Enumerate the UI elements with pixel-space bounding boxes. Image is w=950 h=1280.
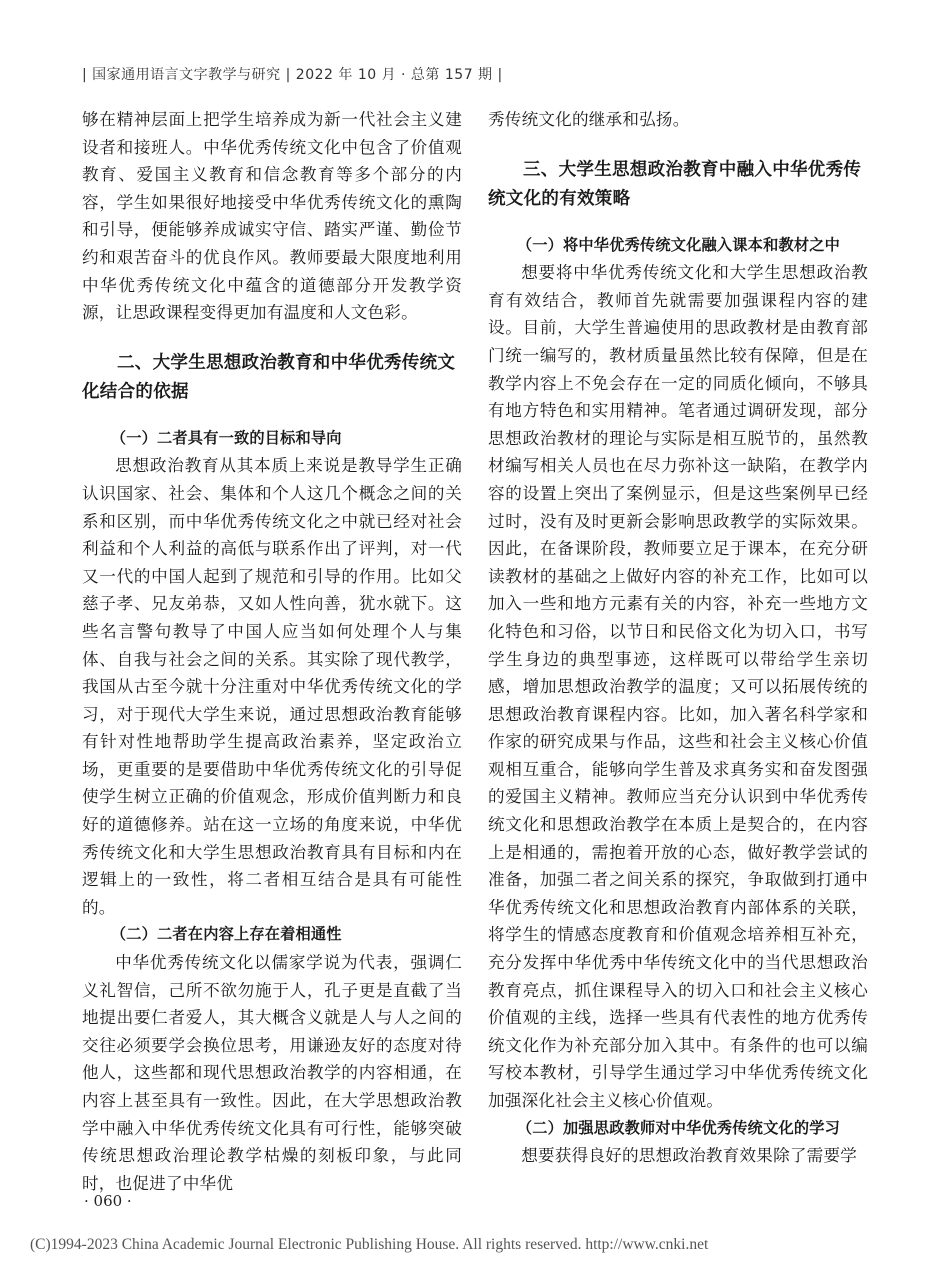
subsection-2-1-paragraph: 思想政治教育从其本质上来说是教导学生正确认识国家、社会、集体和个人这几个概念之间的关系和区别，而中华优秀传统文化之中就已经对社会利益和个人利益的高低与联系作出了评判，对一代又一代的中国人起到了规范和引导的作用。比如父慈子孝、兄友弟恭，又如人性向善，犹水就下。这些名言警句教导了中国人应当如何处理个人与集体、自我与社会之间的关系。其实除了现代教学，我国从古至今就十分注重对中华优秀传统文化的学习，对于现代大学生来说，通过思想政治教育能够有针对性地帮助学生提高政治素养，坚定政治立场，更重要的是要借助中华优秀传统文化的引导促使学生树立正确的价值观念，形成价值判断力和良好的道德修养。站在这一立场的角度来说，中华优秀传统文化和大学生思想政治教育具有目标和内在逻辑上的一致性，将二者相互结合是具有可能性的。: [82, 456, 462, 917]
left-column: [82, 106, 462, 1197]
copyright-notice: (C)1994-2023 China Academic Journal Electronic Publishing House. All rights reserved. http://www.cnki.net: [30, 1236, 709, 1253]
running-header: | 国家通用语言文字教学与研究 | 2022 年 10 月 · 总第 157 期 |: [82, 67, 503, 83]
continued-paragraph: 秀传统文化的继承和弘扬。: [488, 110, 690, 129]
subsection-3-2-title: （二）加强思政教师对中华优秀传统文化的学习: [516, 1118, 841, 1137]
subsection-2-2-paragraph: 中华优秀传统文化以儒家学说为代表，强调仁义礼智信，己所不欲勿施于人，孔子更是直截了当地提出要仁者爱人，其大概含义就是人与人之间的交往必须要学会换位思考，用谦逊友好的态度对待他人，这些都和现代思想政治教学的内容相通，在内容上甚至具有一致性。因此，在大学思想政治教学中融入中华优秀传统文化具有可行性，能够突破传统思想政治理论教学枯燥的刻板印象，与此同时，也促进了中华优: [82, 953, 462, 1193]
page-number: · 060 ·: [84, 1192, 132, 1210]
subsection-2-1-title: （一）二者具有一致的目标和导向: [110, 428, 342, 447]
section-2-title: 二、大学生思想政治教育和中华优秀传统文化结合的依据: [82, 352, 456, 402]
right-column: [488, 106, 868, 1170]
subsection-2-2-title: （二）二者在内容上存在着相通性: [110, 925, 342, 944]
section-3-title: 三、大学生思想政治教育中融入中华优秀传统文化的有效策略: [488, 159, 862, 209]
intro-paragraph: 够在精神层面上把学生培养成为新一代社会主义建设者和接班人。中华优秀传统文化中包含了价值观教育、爱国主义教育和信念教育等多个部分的内容，学生如果很好地接受中华优秀传统文化的熏陶和引导，便能够养成诚实守信、踏实严谨、勤俭节约和艰苦奋斗的优良作风。教师要最大限度地利用中华优秀传统文化中蕴含的道德部分开发教学资源，让思政课程变得更加有温度和人文色彩。: [82, 110, 462, 323]
subsection-3-1-title: （一）将中华优秀传统文化融入课本和教材之中: [516, 235, 841, 254]
subsection-3-1-paragraph: 想要将中华优秀传统文化和大学生思想政治教育有效结合，教师首先就需要加强课程内容的建设。目前，大学生普遍使用的思政教材是由教育部门统一编写的，教材质量虽然比较有保障，但是在教学内容上不免会存在一定的同质化倾向，不够具有地方特色和实用精神。笔者通过调研发现，部分思想政治教材的理论与实际是相互脱节的，虽然教材编写相关人员也在尽力弥补这一缺陷，在教学内容的设置上突出了案例显示，但是这些案例早已经过时，没有及时更新会影响思政教学的实际效果。因此，在备课阶段，教师要立足于课本，在充分研读教材的基础之上做好内容的补充工作，比如可以加入一些和地方元素有关的内容，补充一些地方文化特色和习俗，以节日和民俗文化为切入口，书写学生身边的典型事迹，这样既可以带给学生亲切感，增加思想政治教学的温度；又可以拓展传统的思想政治教育课程内容。比如，加入著名科学家和作家的研究成果与作品，这些和社会主义核心价值观相互重合，能够向学生普及求真务实和奋发图强的爱国主义精神。教师应当充分认识到中华优秀传统文化和思想政治教学在本质上是契合的，在内容上是相通的，需抱着开放的心态，做好教学尝试的准备，加强二者之间关系的探究，争取做到打通中华优秀传统文化和思想政治教育内部体系的关联，将学生的情感态度教育和价值观念培养相互补充，充分发挥中华优秀中华传统文化中的当代思想政治教育亮点，抓住课程导入的切入口和社会主义核心价值观的主线，选择一些具有代表性的地方优秀传统文化作为补充部分加入其中。有条件的也可以编写校本教材，引导学生通过学习中华优秀传统文化加强深化社会主义核心价值观。: [488, 263, 868, 1110]
subsection-3-2-paragraph: 想要获得良好的思想政治教育效果除了需要学: [521, 1146, 858, 1166]
